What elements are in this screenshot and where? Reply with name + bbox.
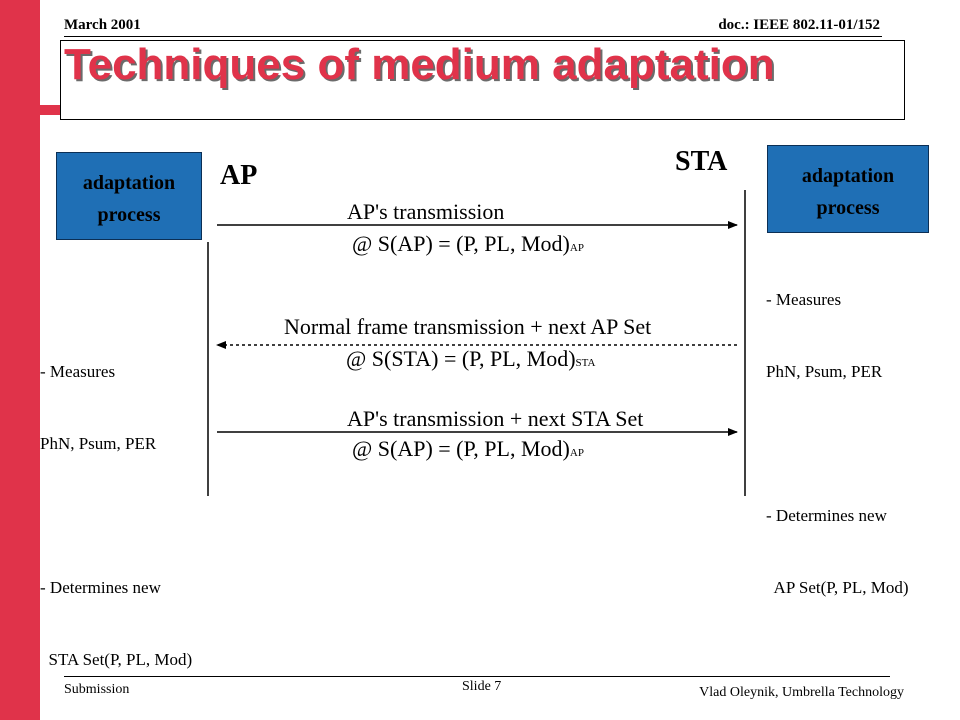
sta-process-line1: adaptation [801,165,895,187]
message-1-parameters: @ S(AP) = (P, PL, Mod)AP [352,231,584,256]
message-3-parameters: @ S(AP) = (P, PL, Mod)AP [352,436,584,461]
sta-note-line: PhN, Psum, PER [766,362,883,381]
ap-note-line: PhN, Psum, PER [40,434,157,453]
ap-notes [40,312,192,696]
sta-note-line: AP Set(P, PL, Mod) [766,578,909,597]
ap-process-line1: adaptation [82,172,176,194]
sta-node-label: STA [675,146,728,177]
ap-process-line2: process [97,204,161,226]
sta-note-line [766,432,908,456]
sta-note-line: - Measures [766,290,842,309]
message-1-subscript: AP [569,242,584,254]
ap-note-line [40,504,192,528]
footer-submission: Submission [64,682,130,697]
ap-adaptation-process-box [56,152,202,240]
sta-notes [766,240,908,624]
sta-adaptation-process-box [767,145,929,233]
header-doc-id: doc.: IEEE 802.11-01/152 [718,17,880,33]
message-3-subscript: AP [569,447,584,459]
footer-rule [64,676,890,677]
message-2-parameters: @ S(STA) = (P, PL, Mod)STA [346,346,596,371]
message-3-label: AP's transmission + next STA Set [347,406,644,431]
ap-note-line: STA Set(P, PL, Mod) [40,650,193,669]
message-2-subscript: STA [575,357,596,369]
message-2-label: Normal frame transmission + next AP Set [284,314,652,339]
sta-note-line: - Determines new [766,506,887,525]
message-1-label: AP's transmission [347,199,505,224]
ap-note-line: - Determines new [40,578,161,597]
slide-title: Techniques of medium adaptation [64,40,775,89]
ap-note-line: - Measures [40,362,116,381]
sta-process-line2: process [816,197,880,219]
footer-slide-number: Slide 7 [462,679,502,694]
ap-node-label: AP [220,160,258,191]
header-date: March 2001 [64,17,141,33]
footer-author: Vlad Oleynik, Umbrella Technology [699,685,904,700]
